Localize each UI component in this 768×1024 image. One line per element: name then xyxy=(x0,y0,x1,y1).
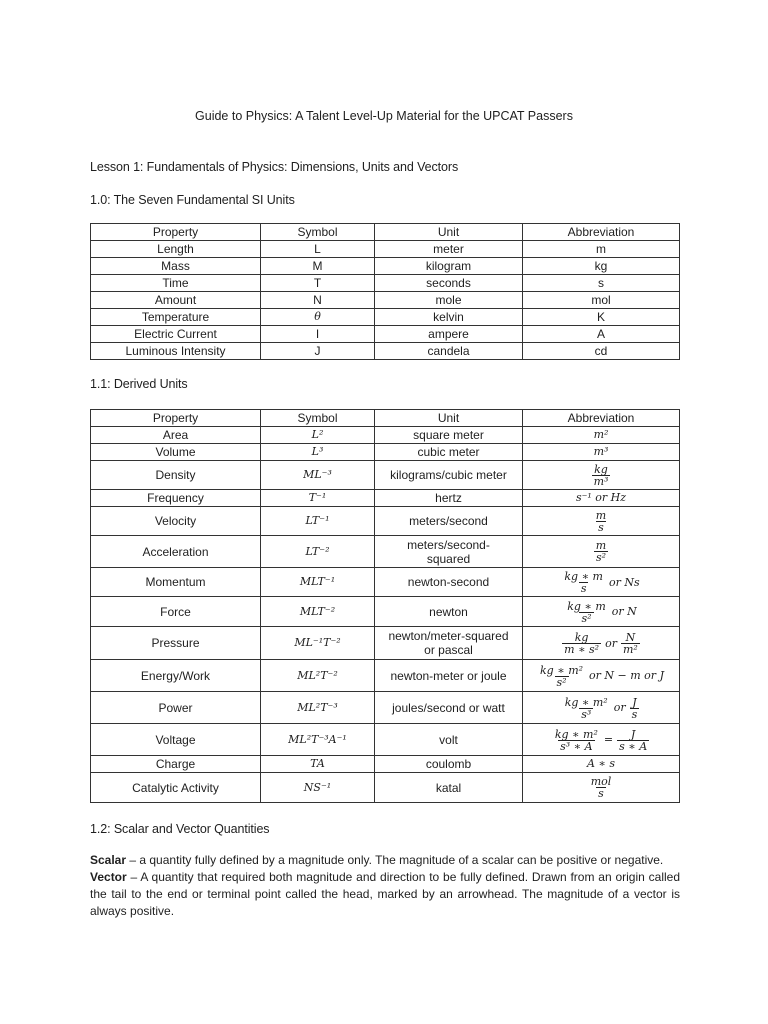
section-1-2-heading: 1.2: Scalar and Vector Quantities xyxy=(90,822,270,836)
table-row xyxy=(91,568,680,597)
cell-unit-line: meters/second- xyxy=(407,537,490,552)
table-row xyxy=(91,444,680,461)
abbreviation-connector: = xyxy=(603,733,614,746)
table-row xyxy=(91,427,680,444)
fraction xyxy=(594,510,608,533)
cell-abbreviation xyxy=(523,692,680,724)
section-1-0-heading: 1.0: The Seven Fundamental SI Units xyxy=(90,193,295,207)
cell-symbol: LT⁻¹ xyxy=(261,507,375,536)
fraction xyxy=(621,632,640,655)
cell-symbol: L xyxy=(261,241,375,258)
fraction xyxy=(563,697,610,720)
cell-abbreviation xyxy=(523,568,680,597)
cell-symbol: ML²T⁻³A⁻¹ xyxy=(261,724,375,756)
fraction xyxy=(562,571,605,594)
fraction-denominator: s² xyxy=(581,611,592,625)
table-row xyxy=(91,660,680,692)
cell-abbreviation: m xyxy=(523,241,680,258)
cell-property: Area xyxy=(91,427,261,444)
fraction-denominator: m² xyxy=(623,643,638,656)
cell-unit xyxy=(375,627,523,660)
cell-unit-line: squared xyxy=(426,551,471,566)
table-row xyxy=(91,773,680,803)
cell-abbreviation xyxy=(523,660,680,692)
cell-unit: candela xyxy=(375,343,523,360)
cell-symbol: MLT⁻¹ xyxy=(261,568,375,597)
cell-symbol: T⁻¹ xyxy=(261,490,375,507)
cell-unit: newton-meter or joule xyxy=(375,660,523,692)
cell-unit: coulomb xyxy=(375,756,523,773)
cell-abbreviation xyxy=(523,773,680,803)
cell-property: Charge xyxy=(91,756,261,773)
cell-property: Velocity xyxy=(91,507,261,536)
cell-abbreviation: cd xyxy=(523,343,680,360)
cell-property: Electric Current xyxy=(91,326,261,343)
cell-unit: newton-second xyxy=(375,568,523,597)
header-unit: Unit xyxy=(375,410,523,427)
table-row xyxy=(91,292,680,309)
fraction xyxy=(538,665,585,688)
cell-abbreviation: kg xyxy=(523,258,680,275)
cell-property: Temperature xyxy=(91,309,261,326)
cell-abbreviation: m² xyxy=(523,427,680,444)
cell-symbol: LT⁻² xyxy=(261,536,375,568)
vector-term: Vector xyxy=(90,870,127,884)
cell-property: Luminous Intensity xyxy=(91,343,261,360)
abbreviation-connector: or xyxy=(605,636,617,650)
fraction-denominator: s xyxy=(631,707,638,721)
fraction xyxy=(565,601,608,624)
fraction-denominator: s xyxy=(598,520,604,534)
cell-abbreviation: s xyxy=(523,275,680,292)
fraction-numerator: m xyxy=(595,508,607,522)
cell-property: Density xyxy=(91,461,261,490)
fraction xyxy=(589,776,614,799)
table-row xyxy=(91,692,680,724)
cell-unit: joules/second or watt xyxy=(375,692,523,724)
cell-unit-line: newton/meter-squared xyxy=(388,629,509,643)
cell-property: Momentum xyxy=(91,568,261,597)
cell-unit: seconds xyxy=(375,275,523,292)
cell-abbreviation xyxy=(523,507,680,536)
cell-property: Mass xyxy=(91,258,261,275)
cell-unit: volt xyxy=(375,724,523,756)
table-row xyxy=(91,275,680,292)
cell-property: Force xyxy=(91,597,261,627)
fraction-numerator: kg ∗ m² xyxy=(564,695,608,709)
cell-abbreviation: mol xyxy=(523,292,680,309)
cell-abbreviation: K xyxy=(523,309,680,326)
fraction-numerator: kg ∗ m xyxy=(564,570,603,583)
cell-abbreviation: A ∗ s xyxy=(523,756,680,773)
cell-symbol: L³ xyxy=(261,444,375,461)
table-row xyxy=(91,241,680,258)
fraction-denominator: s xyxy=(580,582,587,595)
table-row xyxy=(91,258,680,275)
fraction-numerator: kg xyxy=(594,462,608,476)
fraction xyxy=(592,464,611,487)
table-row xyxy=(91,507,680,536)
cell-symbol: MLT⁻² xyxy=(261,597,375,627)
fraction-denominator: m ∗ s² xyxy=(564,643,600,656)
header-abbreviation: Abbreviation xyxy=(523,410,680,427)
fraction-denominator: s² xyxy=(595,551,607,564)
header-property: Property xyxy=(91,410,261,427)
scalar-definition xyxy=(90,852,680,869)
fraction xyxy=(617,729,649,752)
table-header-row xyxy=(91,410,680,427)
cell-unit: cubic meter xyxy=(375,444,523,461)
abbreviation-suffix: or Ns xyxy=(608,575,640,589)
cell-unit: kilograms/cubic meter xyxy=(375,461,523,490)
table-row xyxy=(91,490,680,507)
fraction-numerator: J xyxy=(630,727,636,741)
fraction xyxy=(630,697,640,720)
cell-property: Volume xyxy=(91,444,261,461)
cell-property: Power xyxy=(91,692,261,724)
cell-unit xyxy=(375,536,523,568)
fraction-denominator: m³ xyxy=(593,474,609,488)
header-unit: Unit xyxy=(375,224,523,241)
cell-unit-line: or pascal xyxy=(424,643,473,657)
fraction-numerator: m xyxy=(595,539,607,552)
abbreviation-suffix: or N − m or J xyxy=(589,669,664,682)
fraction xyxy=(562,632,601,655)
fraction-numerator: N xyxy=(625,631,636,644)
fraction-denominator: s ∗ A xyxy=(619,739,648,753)
cell-abbreviation: m³ xyxy=(523,444,680,461)
cell-symbol: ML²T⁻² xyxy=(261,660,375,692)
cell-abbreviation: A xyxy=(523,326,680,343)
fraction-numerator: kg ∗ m² xyxy=(554,727,598,741)
fraction xyxy=(553,729,600,752)
cell-unit: katal xyxy=(375,773,523,803)
cell-abbreviation xyxy=(523,724,680,756)
fraction-denominator: s xyxy=(598,787,604,800)
header-abbreviation: Abbreviation xyxy=(523,224,680,241)
table-row xyxy=(91,627,680,660)
cell-property: Catalytic Activity xyxy=(91,773,261,803)
table-row xyxy=(91,309,680,326)
cell-symbol: ML⁻¹T⁻² xyxy=(261,627,375,660)
fraction xyxy=(594,540,608,563)
cell-abbreviation xyxy=(523,536,680,568)
lesson-heading: Lesson 1: Fundamentals of Physics: Dimensions, Units and Vectors xyxy=(90,160,459,174)
cell-unit: meters/second xyxy=(375,507,523,536)
scalar-text: – a quantity fully defined by a magnitude only. The magnitude of a scalar can be positive or negative. xyxy=(126,853,664,867)
cell-property: Pressure xyxy=(91,627,261,660)
header-symbol: Symbol xyxy=(261,410,375,427)
cell-unit: newton xyxy=(375,597,523,627)
cell-unit: mole xyxy=(375,292,523,309)
cell-abbreviation xyxy=(523,627,680,660)
cell-unit: kilogram xyxy=(375,258,523,275)
cell-property: Voltage xyxy=(91,724,261,756)
cell-unit: ampere xyxy=(375,326,523,343)
table-row xyxy=(91,343,680,360)
cell-abbreviation: s⁻¹ or Hz xyxy=(523,490,680,507)
fraction-numerator: mol xyxy=(590,775,612,788)
cell-symbol: ML⁻³ xyxy=(261,461,375,490)
cell-symbol: NS⁻¹ xyxy=(261,773,375,803)
cell-property: Acceleration xyxy=(91,536,261,568)
cell-property: Time xyxy=(91,275,261,292)
section-1-1-heading: 1.1: Derived Units xyxy=(90,377,188,391)
scalar-term: Scalar xyxy=(90,853,127,867)
cell-symbol: N xyxy=(261,292,375,309)
cell-symbol: J xyxy=(261,343,375,360)
table-row xyxy=(91,724,680,756)
cell-property: Energy/Work xyxy=(91,660,261,692)
cell-unit: hertz xyxy=(375,490,523,507)
cell-symbol: θ xyxy=(261,309,375,326)
cell-symbol: TA xyxy=(261,756,375,773)
cell-property: Length xyxy=(91,241,261,258)
vector-text: – A quantity that required both magnitude and direction to be fully defined. Drawn from an origin called the tail to the end or terminal point called the head, marked by an arrowhead. The magnitude of a vector is always positive. xyxy=(90,870,680,918)
header-symbol: Symbol xyxy=(261,224,375,241)
fraction-denominator: s³ ∗ A xyxy=(560,739,593,753)
cell-symbol: L² xyxy=(261,427,375,444)
cell-symbol: M xyxy=(261,258,375,275)
cell-unit: meter xyxy=(375,241,523,258)
cell-symbol: ML²T⁻³ xyxy=(261,692,375,724)
abbreviation-connector: or xyxy=(613,701,626,714)
fraction-numerator: kg ∗ m² xyxy=(540,663,584,677)
abbreviation-suffix: or N xyxy=(611,605,637,618)
fraction-numerator: J xyxy=(632,695,637,709)
fraction-denominator: s² xyxy=(556,675,567,689)
document-title: Guide to Physics: A Talent Level-Up Material for the UPCAT Passers xyxy=(195,109,573,123)
cell-unit: kelvin xyxy=(375,309,523,326)
fundamental-units-table xyxy=(90,223,680,360)
table-row xyxy=(91,756,680,773)
derived-units-table xyxy=(90,409,680,803)
cell-property: Amount xyxy=(91,292,261,309)
table-row xyxy=(91,597,680,627)
vector-definition xyxy=(90,869,680,920)
cell-property: Frequency xyxy=(91,490,261,507)
fraction-numerator: kg xyxy=(574,631,589,644)
table-row xyxy=(91,326,680,343)
cell-abbreviation xyxy=(523,461,680,490)
header-property: Property xyxy=(91,224,261,241)
fraction-numerator: kg ∗ m xyxy=(567,599,606,613)
cell-symbol: T xyxy=(261,275,375,292)
cell-unit: square meter xyxy=(375,427,523,444)
table-row xyxy=(91,461,680,490)
table-header-row xyxy=(91,224,680,241)
table-row xyxy=(91,536,680,568)
fraction-denominator: s³ xyxy=(581,707,592,721)
cell-abbreviation xyxy=(523,597,680,627)
cell-symbol: I xyxy=(261,326,375,343)
